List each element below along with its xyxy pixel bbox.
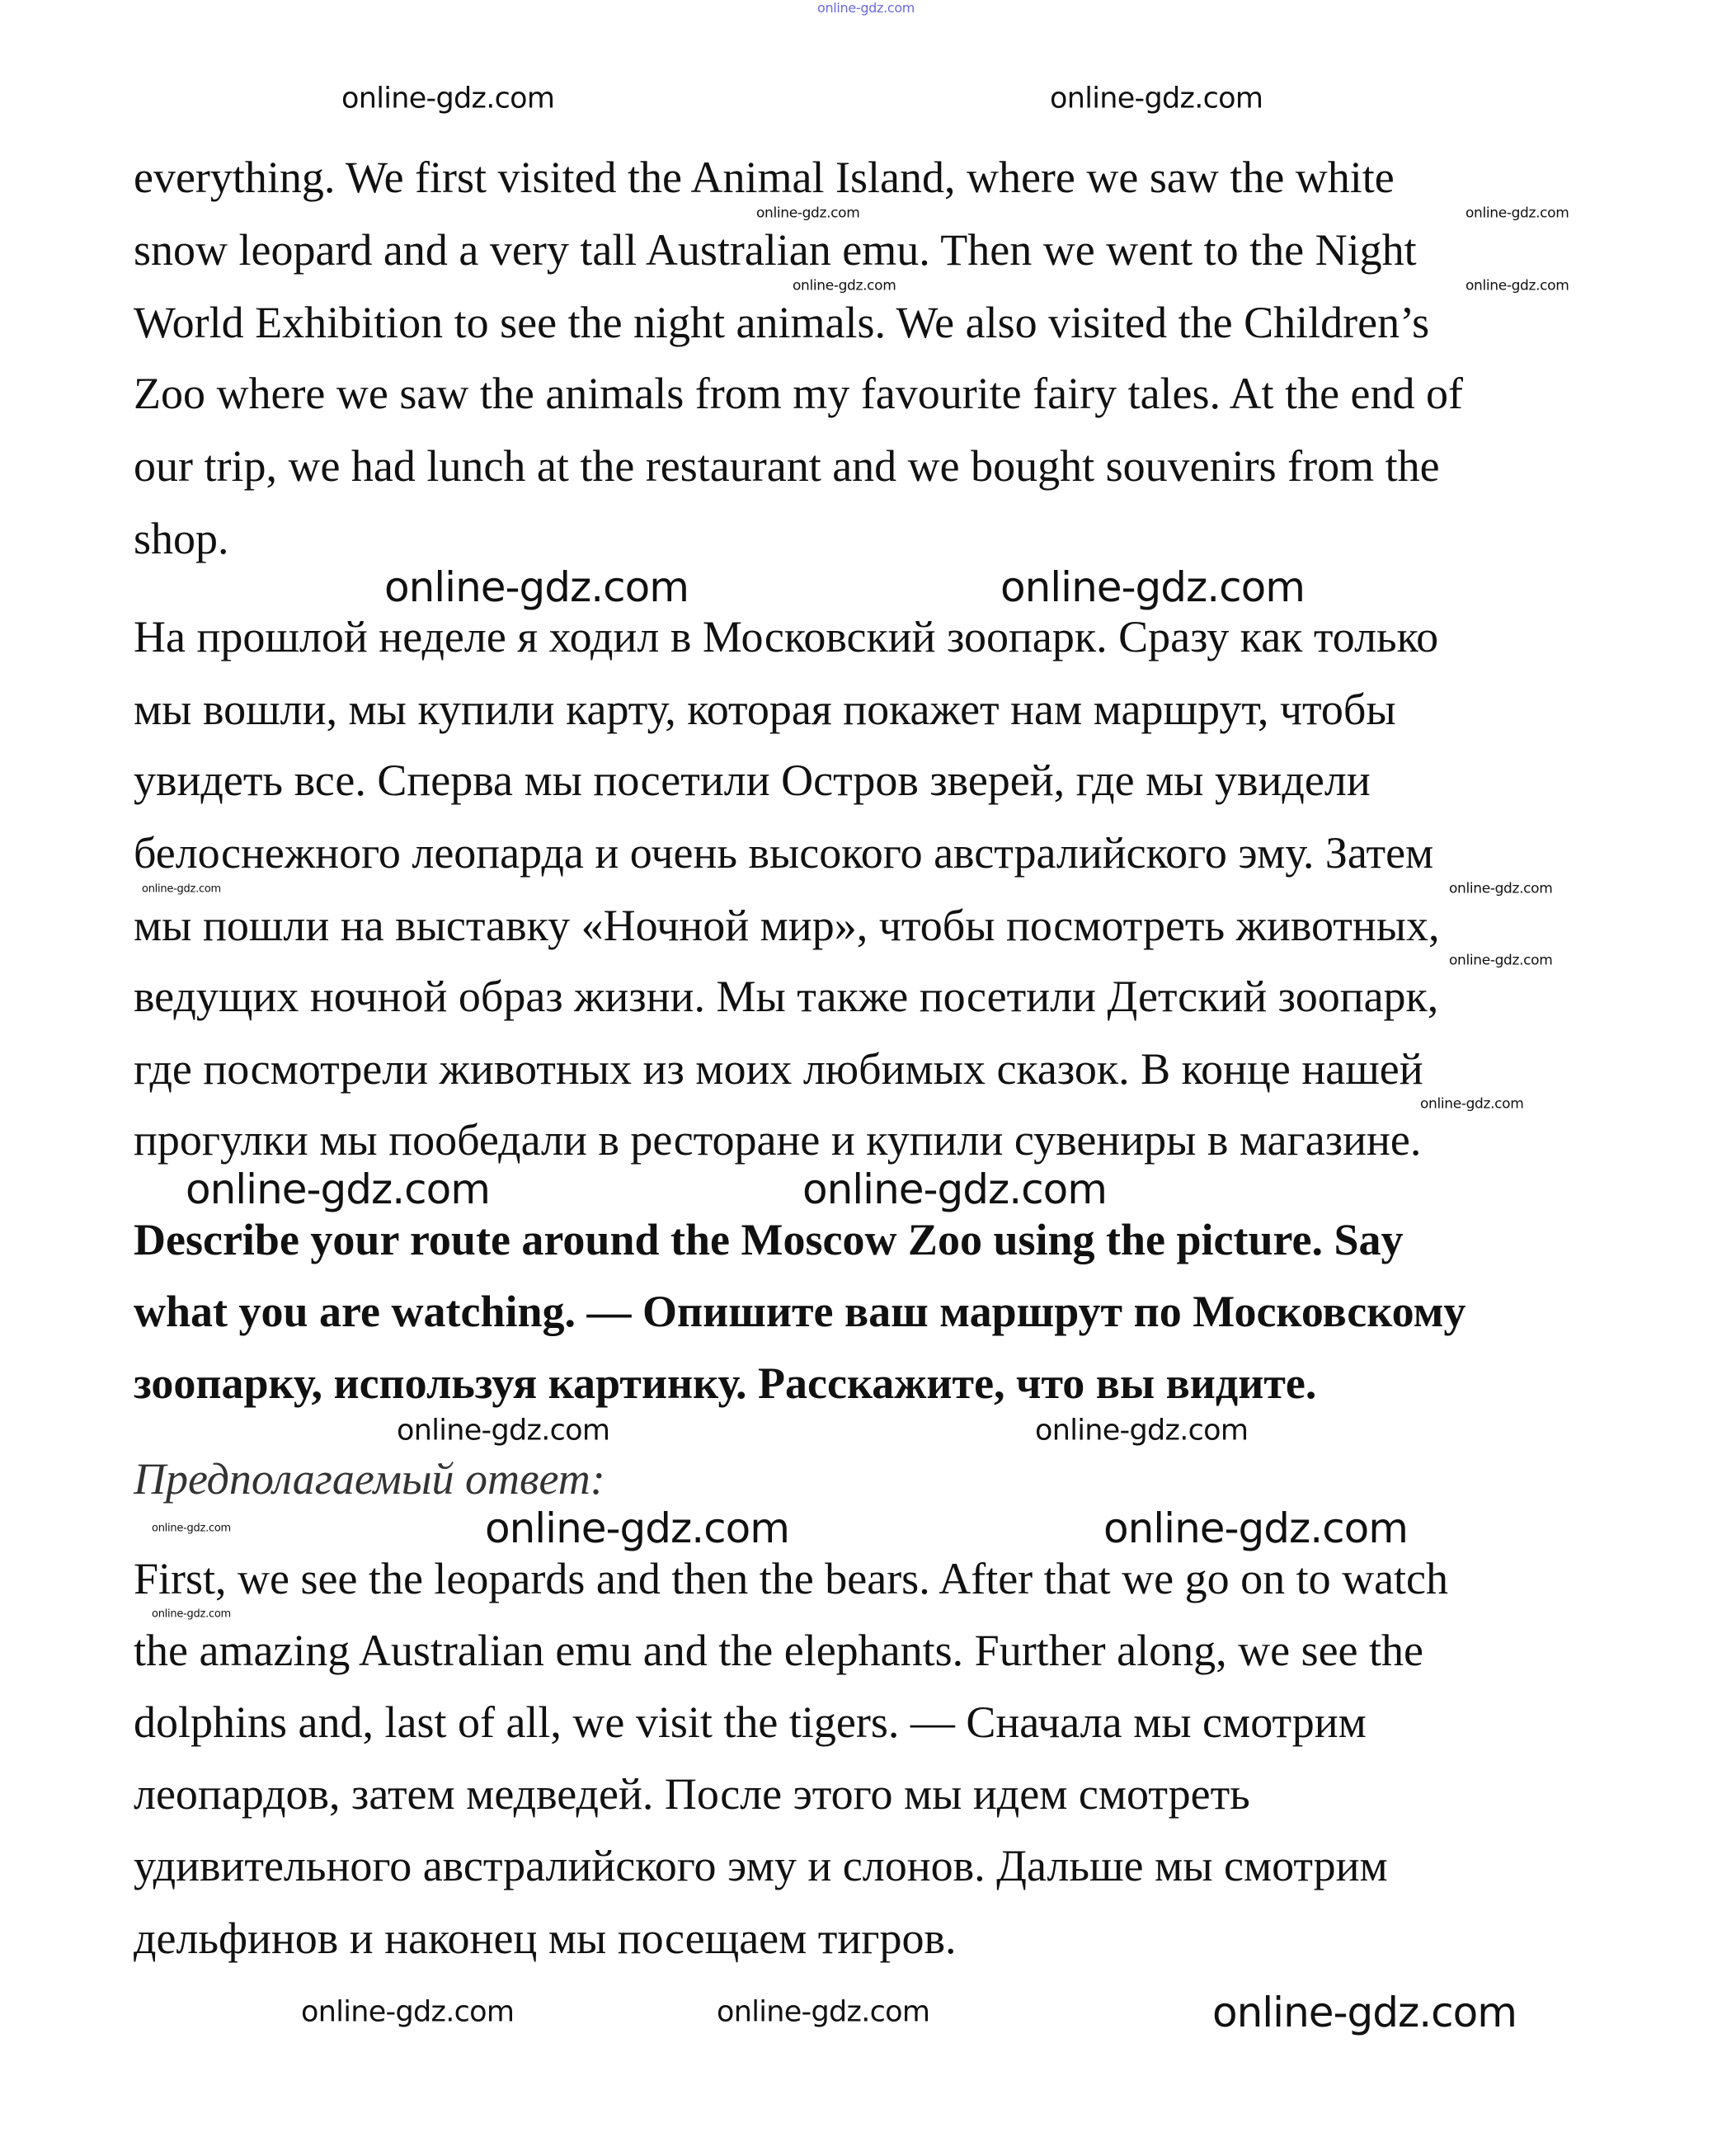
watermark: online-gdz.com — [1465, 277, 1569, 294]
watermark: online-gdz.com — [341, 82, 555, 115]
watermark: online-gdz.com — [1420, 1095, 1524, 1113]
watermark: online-gdz.com — [1103, 1504, 1408, 1552]
text-line: shop. — [134, 514, 229, 563]
text-line: увидеть все. Сперва мы посетили Остров зверей, где мы увидели — [134, 756, 1371, 805]
text-line: удивительного австралийского эму и слонов. Дальше мы смотрим — [134, 1841, 1388, 1890]
text-line: зоопарку, используя картинку. Расскажите, что вы видите. — [134, 1358, 1317, 1408]
watermark: online-gdz.com — [1050, 82, 1263, 115]
watermark: online-gdz.com — [485, 1504, 789, 1552]
watermark: online-gdz.com — [717, 1995, 930, 2029]
text-line: World Exhibition to see the night animals. We also visited the Children’s — [134, 298, 1430, 347]
watermark: online-gdz.com — [793, 277, 896, 294]
text-line: дельфинов и наконец мы посещаем тигров. — [134, 1914, 957, 1963]
watermark: online-gdz.com — [301, 1995, 515, 2029]
text-line: what you are watching. — Опишите ваш маршрут по Московскому — [134, 1287, 1466, 1336]
text-line: прогулки мы пообедали в ресторане и купили сувениры в магазине. — [134, 1115, 1422, 1165]
text-line: Describe your route around the Moscow Zoo using the picture. Say — [134, 1215, 1404, 1264]
text-line: everything. We first visited the Animal Island, where we saw the white — [134, 153, 1395, 202]
text-line: our trip, we had lunch at the restaurant and we bought souvenirs from the — [134, 441, 1440, 491]
text-line: белоснежного леопарда и очень высокого австралийского эму. Затем — [134, 828, 1434, 878]
watermark: online-gdz.com — [756, 205, 860, 222]
watermark: online-gdz.com — [1449, 880, 1553, 897]
text-line: ведущих ночной образ жизни. Мы также посетили Детский зоопарк, — [134, 972, 1439, 1021]
text-line: леопардов, затем медведей. После этого мы идем смотреть — [134, 1769, 1250, 1819]
text-line: First, we see the leopards and then the bears. After that we go on to watch — [134, 1554, 1449, 1603]
text-line: Zoo where we saw the animals from my favourite fairy tales. At the end of — [134, 369, 1463, 418]
text-line: snow leopard and a very tall Australian emu. Then we went to the Night — [134, 225, 1417, 275]
watermark: online-gdz.com — [152, 1608, 231, 1621]
text-line: где посмотрели животных из моих любимых сказок. В конце нашей — [134, 1044, 1423, 1094]
watermark: online-gdz.com — [397, 1414, 610, 1448]
watermark: online-gdz.com — [384, 563, 689, 611]
watermark: online-gdz.com — [1035, 1414, 1249, 1448]
watermark: online-gdz.com — [1212, 1989, 1517, 2036]
top-watermark: online-gdz.com — [817, 0, 915, 16]
watermark: online-gdz.com — [802, 1165, 1107, 1213]
text-line: dolphins and, last of all, we visit the tigers. — Сначала мы смотрим — [134, 1697, 1367, 1747]
watermark: online-gdz.com — [186, 1165, 490, 1213]
text-line: the amazing Australian emu and the elephants. Further along, we see the — [134, 1626, 1423, 1675]
watermark: online-gdz.com — [1465, 205, 1569, 222]
watermark: online-gdz.com — [142, 883, 221, 896]
watermark: online-gdz.com — [152, 1522, 231, 1535]
watermark: online-gdz.com — [1449, 952, 1553, 969]
text-line: мы вошли, мы купили карту, которая покажет нам маршрут, чтобы — [134, 685, 1396, 734]
answer-label: Предполагаемый ответ: — [134, 1454, 605, 1504]
text-line: мы пошли на выставку «Ночной мир», чтобы посмотреть животных, — [134, 901, 1440, 950]
watermark: online-gdz.com — [1000, 563, 1305, 611]
text-line: На прошлой неделе я ходил в Московский зоопарк. Сразу как только — [134, 612, 1439, 661]
